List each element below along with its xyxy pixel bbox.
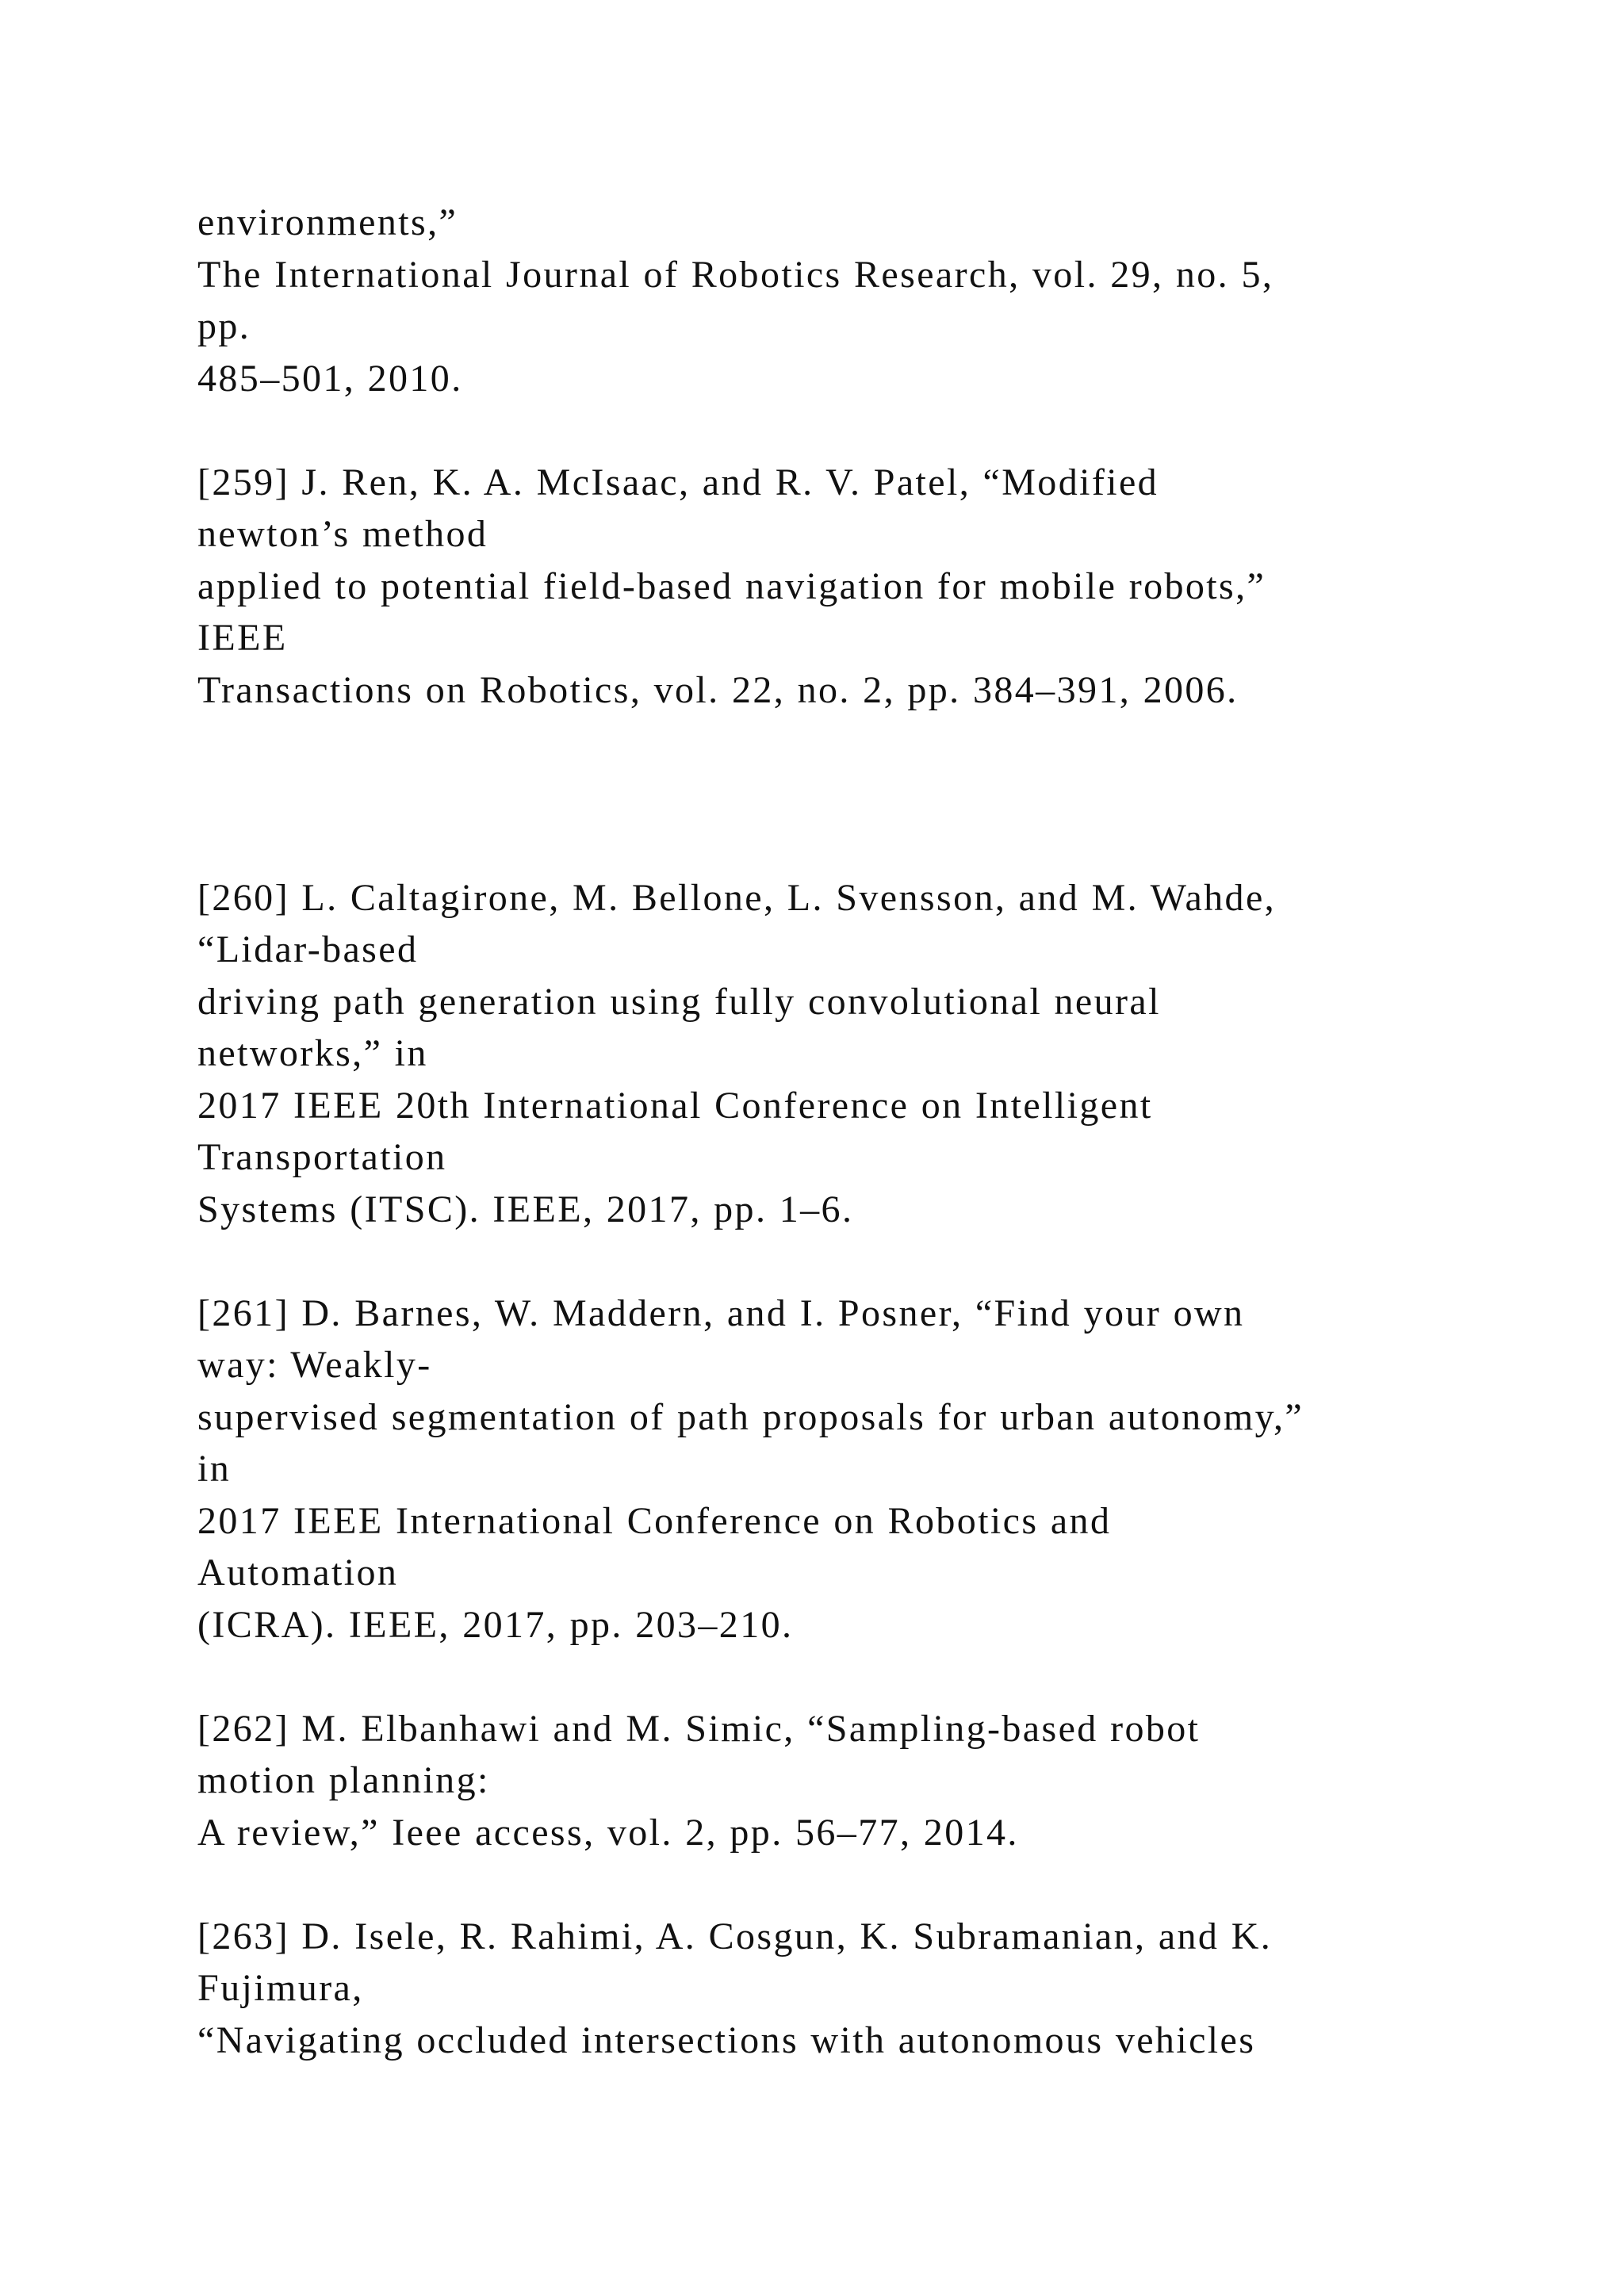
text-line: [259] J. Ren, K. A. McIsaac, and R. V. Patel, “Modified	[197, 461, 1159, 503]
text-line: driving path generation using fully convolutional neural	[197, 980, 1161, 1023]
reference-260	[197, 872, 1545, 1236]
text-line: newton’s method	[197, 513, 488, 555]
text-line: Transactions on Robotics, vol. 22, no. 2, pp. 384–391, 2006.	[197, 668, 1239, 711]
text-line: supervised segmentation of path proposals for urban autonomy,”	[197, 1395, 1304, 1438]
text-line: pp.	[197, 305, 251, 347]
text-line: “Lidar-based	[197, 928, 419, 970]
paragraph-gap	[197, 1651, 1545, 1703]
text-line: The International Journal of Robotics Research, vol. 29, no. 5,	[197, 253, 1274, 296]
text-line: way: Weakly-	[197, 1344, 432, 1386]
reference-258-continuation	[197, 197, 1545, 404]
text-line: [261] D. Barnes, W. Maddern, and I. Posner, “Find your own	[197, 1292, 1245, 1334]
text-line: IEEE	[197, 617, 288, 659]
text-line: “Navigating occluded intersections with autonomous vehicles	[197, 2019, 1256, 2061]
reference-262	[197, 1703, 1545, 1859]
text-line: (ICRA). IEEE, 2017, pp. 203–210.	[197, 1603, 794, 1646]
text-line: A review,” Ieee access, vol. 2, pp. 56–77, 2014.	[197, 1811, 1019, 1854]
text-line: Fujimura,	[197, 1967, 364, 2009]
paragraph-gap	[197, 716, 1545, 872]
text-line: [262] M. Elbanhawi and M. Simic, “Sampling-based robot	[197, 1707, 1201, 1750]
text-line: [260] L. Caltagirone, M. Bellone, L. Svensson, and M. Wahde,	[197, 876, 1277, 919]
reference-list	[197, 197, 1545, 2066]
text-line: Systems (ITSC). IEEE, 2017, pp. 1–6.	[197, 1188, 854, 1230]
reference-259	[197, 457, 1545, 717]
reference-261	[197, 1288, 1545, 1651]
text-line: Transportation	[197, 1136, 447, 1178]
text-line: 2017 IEEE International Conference on Robotics and	[197, 1499, 1112, 1542]
text-line: in	[197, 1448, 232, 1490]
text-line: applied to potential field-based navigation for mobile robots,”	[197, 564, 1266, 607]
text-line: 2017 IEEE 20th International Conference on Intelligent	[197, 1084, 1153, 1127]
text-line: 485–501, 2010.	[197, 357, 463, 400]
text-line: Automation	[197, 1552, 399, 1594]
text-line: motion planning:	[197, 1759, 490, 1801]
text-line: networks,” in	[197, 1032, 428, 1074]
text-line: [263] D. Isele, R. Rahimi, A. Cosgun, K. Subramanian, and K.	[197, 1915, 1273, 1957]
paragraph-gap	[197, 404, 1545, 457]
paragraph-gap	[197, 1235, 1545, 1288]
text-line: environments,”	[197, 201, 458, 243]
paragraph-gap	[197, 1858, 1545, 1911]
reference-263	[197, 1911, 1545, 2067]
